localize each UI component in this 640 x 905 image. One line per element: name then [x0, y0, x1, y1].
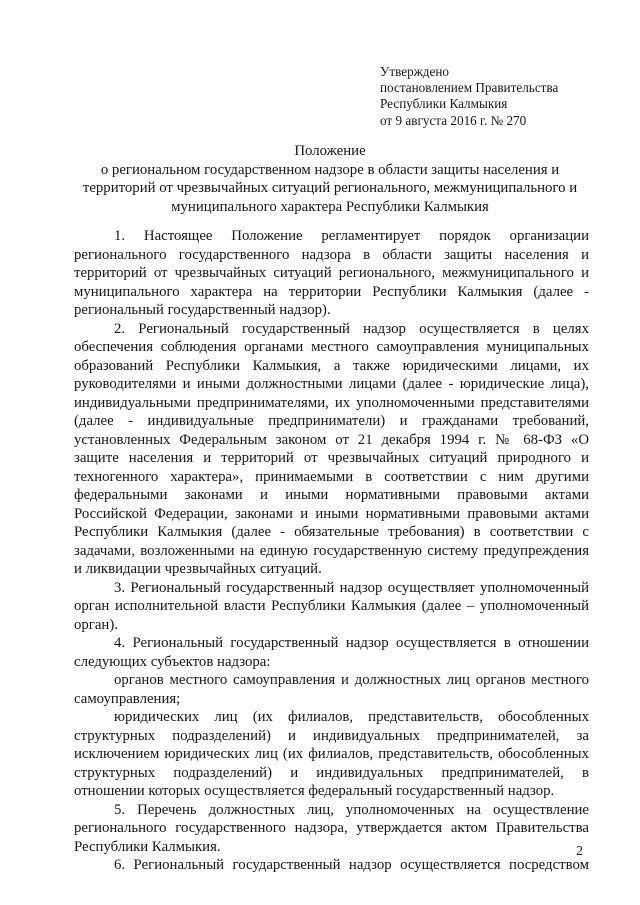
body-line: руководителями и иными должностными лицами (далее - юридические лица), — [74, 376, 589, 392]
body-line: органов местного самоуправления и должностных лиц органов местного — [114, 672, 589, 688]
body-line: исключением юридических лиц (их филиалов, представительств, обособленных — [74, 746, 589, 762]
body-line: орган исполнительной власти Республики Калмыкия (далее – уполномоченный — [74, 598, 589, 614]
body-line: 6. Региональный государственный надзор осуществляется посредством — [114, 857, 589, 873]
body-line: обеспечения соблюдения органами местного самоуправления муниципальных — [74, 339, 589, 355]
title-line: территорий от чрезвычайных ситуаций регионального, межмуниципального и — [82, 180, 578, 197]
body-line: регионального государственного надзора в области защиты населения и — [74, 246, 589, 263]
body-line: следующих субъектов надзора: — [74, 653, 271, 670]
body-line: муниципального характера на территории Республики Калмыкия (далее - — [74, 283, 589, 300]
body-line: и ликвидации чрезвычайных ситуаций. — [74, 561, 322, 577]
body-line: юридических лиц (их филиалов, представительств, обособленных — [114, 709, 589, 725]
body-line: техногенного характера», принимаемыми в соответствии с ним другими — [74, 468, 589, 485]
body-line: региональный государственный надзор). — [74, 302, 331, 318]
title-line: о региональном государственном надзоре в области защиты населения и — [100, 161, 560, 178]
title-line: муниципального характера Республики Калмыкия — [171, 199, 489, 216]
body-line: 4. Региональный государственный надзор осуществляется в отношении — [114, 635, 589, 651]
body-line: отношении которых осуществляется федеральный государственный надзор. — [74, 783, 555, 799]
approval-stamp — [380, 64, 558, 129]
body-line: Республики Калмыкия. — [74, 838, 221, 855]
body-line: индивидуальными предпринимателями, их уполномоченными представителями — [74, 394, 589, 411]
body-line: структурных подразделений) и индивидуальных предпринимателей, в — [74, 764, 589, 781]
approval-line: Утверждено — [380, 64, 450, 79]
body-line: 5. Перечень должностных лиц, уполномоченных на осуществление — [114, 801, 589, 818]
body-line: федеральными законами и иными нормативными правовыми актами — [74, 487, 589, 503]
body-line: территорий от чрезвычайных ситуаций регионального, межмуниципального и — [74, 265, 589, 281]
title-line: Положение — [294, 143, 366, 159]
body-line: самоуправления; — [74, 690, 181, 707]
body-line: регионального государственного надзора, утверждается актом Правительства — [74, 820, 589, 836]
body-line: установленных Федеральным законом от 21 декабря 1994 г. № 68-ФЗ «О — [74, 431, 589, 448]
body-line: 3. Региональный государственный надзор осуществляет уполномоченный — [114, 579, 589, 596]
approval-line: постановлением Правительства — [380, 80, 559, 96]
body-line: структурных подразделений) и индивидуальных предпринимателей, за — [74, 727, 589, 744]
approval-line: Республики Калмыкия — [380, 96, 508, 112]
body-line: Российской Федерации, законами и иными нормативными правовыми актами — [74, 505, 589, 522]
body-line: орган). — [74, 616, 118, 633]
body-line: (далее - индивидуальные предприниматели) и гражданами требований, — [74, 413, 589, 429]
approval-line: от 9 августа 2016 г. № 270 — [380, 112, 527, 128]
body-line: образований Республики Калмыкия, а также юридическими лицами, их — [74, 357, 589, 374]
body-line: 2. Региональный государственный надзор осуществляется в целях — [114, 320, 589, 337]
body-line: 1. Настоящее Положение регламентирует порядок организации — [114, 228, 589, 244]
body-line: защите населения и территорий от чрезвычайных ситуаций природного и — [74, 450, 589, 466]
document-title — [70, 142, 590, 217]
body-line: Республики Калмыкия (далее - обязательные требования) в соответствии с — [74, 524, 589, 540]
body-line: задачами, возложенными на единую государственную систему предупреждения — [74, 542, 589, 559]
page-number: 2 — [576, 844, 583, 859]
